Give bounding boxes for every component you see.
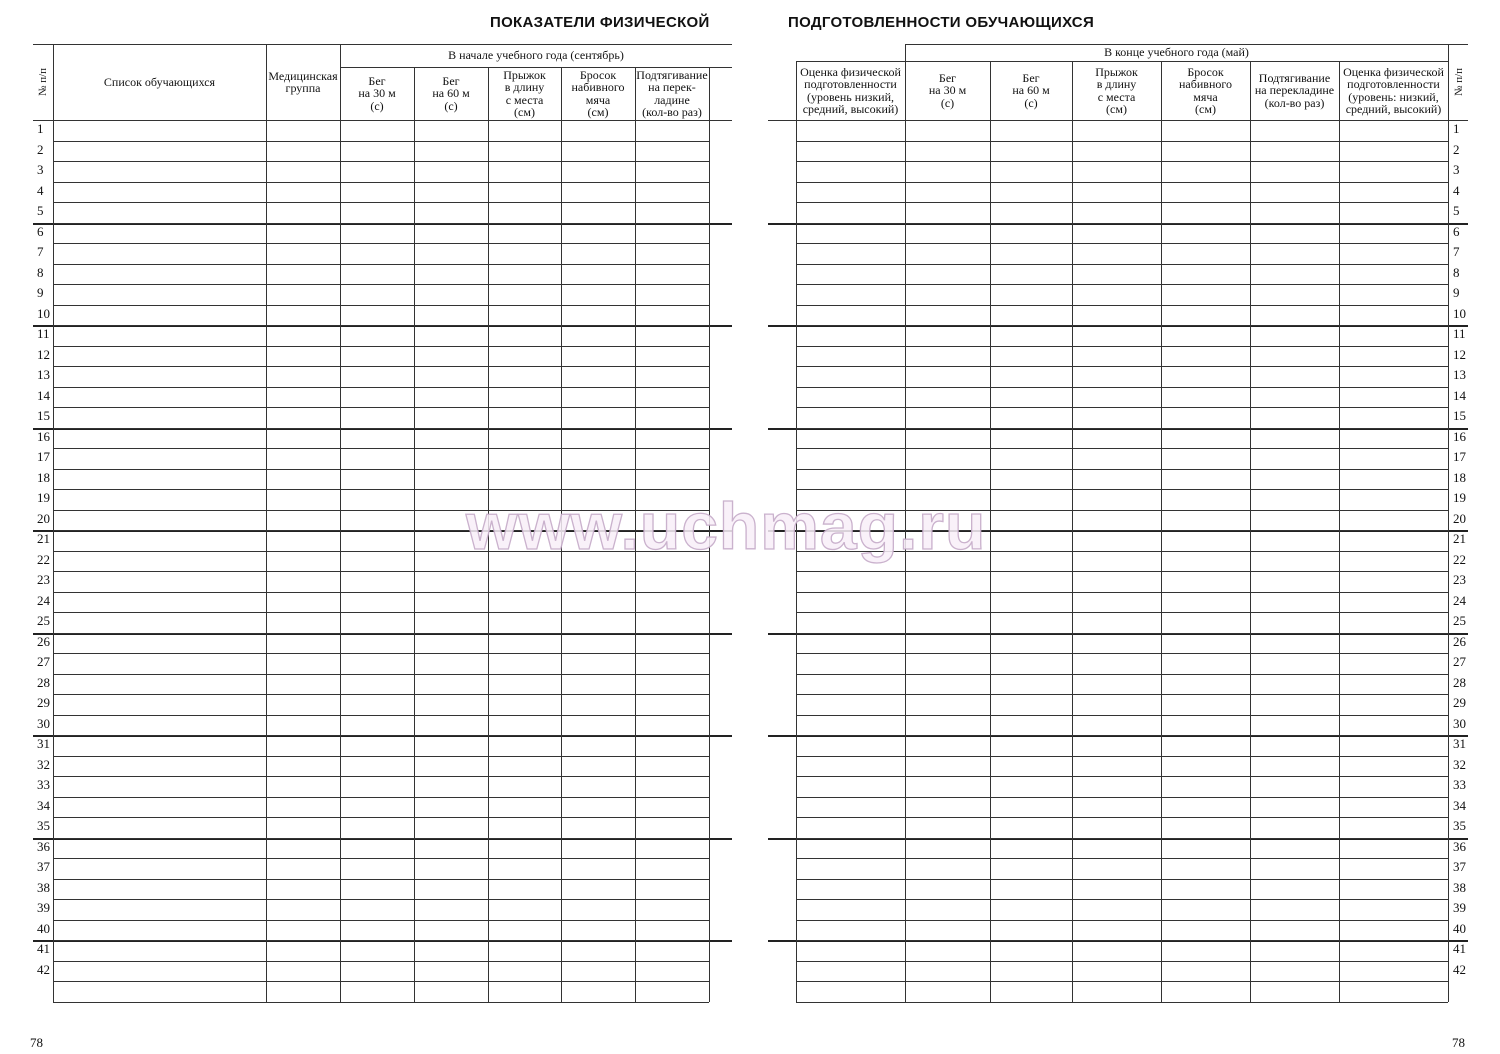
row-number-left: 17 xyxy=(37,449,50,464)
row-number-right: 39 xyxy=(1453,900,1466,915)
row-number-right: 8 xyxy=(1453,264,1460,280)
row-line xyxy=(796,592,1448,593)
row-line xyxy=(53,551,709,552)
grid-line xyxy=(488,67,489,1002)
column-header-left: Подтягивание на перек- ладине (кол-во раз) xyxy=(636,67,708,119)
header-bottom-line xyxy=(33,120,732,121)
row-number-left: 31 xyxy=(37,736,50,751)
row-number-right: 9 xyxy=(1453,285,1460,300)
page-number-left: 78 xyxy=(30,1035,43,1050)
row-line xyxy=(53,141,709,142)
column-header-left: Прыжок в длину с места (см) xyxy=(503,67,546,119)
row-number-left: 36 xyxy=(37,838,50,854)
row-number-right: 5 xyxy=(1453,203,1460,218)
row-number-right: 15 xyxy=(1453,408,1466,423)
row-number-left: 25 xyxy=(37,613,50,628)
row-line xyxy=(796,387,1448,388)
row-line xyxy=(53,797,709,798)
row-line xyxy=(796,141,1448,142)
row-number-left: 2 xyxy=(37,141,44,157)
row-line xyxy=(53,776,709,777)
row-line xyxy=(53,448,709,449)
grid-line xyxy=(1448,44,1449,1002)
row-number-left: 38 xyxy=(37,879,50,895)
row-line xyxy=(796,489,1448,490)
grid-line xyxy=(990,61,991,1002)
row-line xyxy=(796,571,1448,572)
row-number-left: 26 xyxy=(37,633,50,649)
row-line xyxy=(53,264,709,265)
grid-line xyxy=(561,67,562,1002)
row-number-left: 42 xyxy=(37,961,50,977)
row-line xyxy=(796,653,1448,654)
row-number-right: 22 xyxy=(1453,551,1466,567)
row-number-left: 41 xyxy=(37,941,50,956)
row-line xyxy=(796,161,1448,162)
row-line xyxy=(796,899,1448,900)
row-line xyxy=(796,428,1448,429)
row-line xyxy=(796,756,1448,757)
row-number-left: 12 xyxy=(37,346,50,362)
row-number-right: 37 xyxy=(1453,859,1466,874)
row-line xyxy=(53,981,709,982)
row-number-left: 13 xyxy=(37,367,50,382)
row-line xyxy=(53,182,709,183)
row-number-right: 36 xyxy=(1453,838,1466,854)
page-number-right: 78 xyxy=(1452,1035,1465,1050)
row-number-right: 19 xyxy=(1453,490,1466,505)
row-number-left: 8 xyxy=(37,264,44,280)
row-number-left: 29 xyxy=(37,695,50,710)
row-number-right: 34 xyxy=(1453,797,1466,813)
row-number-left: 1 xyxy=(37,121,44,136)
row-line xyxy=(53,428,709,429)
row-number-left: 16 xyxy=(37,428,50,444)
row-line xyxy=(796,284,1448,285)
row-line xyxy=(53,510,709,511)
row-line xyxy=(796,510,1448,511)
row-line xyxy=(796,1002,1448,1003)
row-line xyxy=(796,981,1448,982)
row-line xyxy=(796,817,1448,818)
row-number-right: 10 xyxy=(1453,305,1466,321)
row-number-left: 33 xyxy=(37,777,50,792)
row-number-left: 6 xyxy=(37,223,44,239)
row-line xyxy=(53,592,709,593)
row-line xyxy=(53,1002,709,1003)
grid-line xyxy=(709,67,710,1002)
row-number-right: 28 xyxy=(1453,674,1466,690)
row-line xyxy=(53,530,709,531)
row-number-left: 23 xyxy=(37,572,50,587)
row-number-left: 10 xyxy=(37,305,50,321)
row-number-right: 17 xyxy=(1453,449,1466,464)
row-line xyxy=(796,920,1448,921)
row-number-left: 15 xyxy=(37,408,50,423)
row-number-left: 28 xyxy=(37,674,50,690)
row-number-right: 11 xyxy=(1453,326,1466,341)
row-line xyxy=(53,202,709,203)
row-number-header: № п/п xyxy=(1453,67,1466,97)
grid-line xyxy=(796,61,797,1002)
row-number-right: 2 xyxy=(1453,141,1460,157)
start-of-year-header: В начале учебного года (сентябрь) xyxy=(448,48,624,63)
row-line xyxy=(53,920,709,921)
row-line xyxy=(53,346,709,347)
row-number-right: 23 xyxy=(1453,572,1466,587)
row-line xyxy=(53,961,709,962)
row-line xyxy=(53,284,709,285)
column-header-right: Оценка физической подготовленности (уровень низкий, средний, высокий) xyxy=(800,64,901,116)
row-number-right: 40 xyxy=(1453,920,1466,936)
grid-line xyxy=(340,44,341,1002)
grid-line xyxy=(905,44,906,1002)
row-line xyxy=(53,633,709,634)
row-line xyxy=(796,879,1448,880)
row-number-right: 42 xyxy=(1453,961,1466,977)
row-line xyxy=(53,940,709,941)
row-number-right: 16 xyxy=(1453,428,1466,444)
row-number-left: 30 xyxy=(37,715,50,731)
row-line xyxy=(796,838,1448,839)
row-line xyxy=(53,243,709,244)
row-line xyxy=(53,612,709,613)
medical-group-header: Медицинская группа xyxy=(268,68,338,95)
row-line xyxy=(53,858,709,859)
row-line xyxy=(796,202,1448,203)
column-header-left: Бег на 30 м (с) xyxy=(358,73,396,113)
row-number-left: 3 xyxy=(37,162,44,177)
column-header-right: Бег на 60 м (с) xyxy=(1012,70,1050,110)
row-number-left: 22 xyxy=(37,551,50,567)
row-number-right: 20 xyxy=(1453,510,1466,526)
column-header-left: Бросок набивного мяча (см) xyxy=(571,67,625,119)
row-number-left: 21 xyxy=(37,531,50,546)
row-number-right: 35 xyxy=(1453,818,1466,833)
row-number-right: 30 xyxy=(1453,715,1466,731)
grid-line xyxy=(1161,61,1162,1002)
grid-line xyxy=(266,44,267,1002)
row-line xyxy=(796,448,1448,449)
row-line xyxy=(796,776,1448,777)
row-line xyxy=(796,530,1448,531)
row-line xyxy=(53,161,709,162)
row-line xyxy=(53,489,709,490)
column-header-right: Подтягивание на перекладине (кол-во раз) xyxy=(1254,70,1335,110)
students-list-header: Список обучающихся xyxy=(103,74,216,89)
row-line xyxy=(796,694,1448,695)
row-line xyxy=(53,735,709,736)
row-line xyxy=(53,838,709,839)
row-line xyxy=(53,305,709,306)
row-number-right: 18 xyxy=(1453,469,1466,485)
row-line xyxy=(53,694,709,695)
row-line xyxy=(53,756,709,757)
row-number-right: 31 xyxy=(1453,736,1466,751)
row-number-right: 32 xyxy=(1453,756,1466,772)
row-number-left: 4 xyxy=(37,182,44,198)
row-line xyxy=(796,858,1448,859)
row-line xyxy=(53,407,709,408)
row-number-right: 29 xyxy=(1453,695,1466,710)
row-number-left: 37 xyxy=(37,859,50,874)
row-line xyxy=(796,366,1448,367)
row-number-left: 32 xyxy=(37,756,50,772)
row-number-right: 21 xyxy=(1453,531,1466,546)
row-line xyxy=(796,264,1448,265)
row-line xyxy=(53,715,709,716)
row-number-left: 19 xyxy=(37,490,50,505)
row-number-right: 24 xyxy=(1453,592,1466,608)
row-number-left: 20 xyxy=(37,510,50,526)
row-line xyxy=(53,387,709,388)
row-number-right: 1 xyxy=(1453,121,1460,136)
row-line xyxy=(796,735,1448,736)
grid-line xyxy=(1250,61,1251,1002)
row-number-right: 12 xyxy=(1453,346,1466,362)
row-number-left: 5 xyxy=(37,203,44,218)
row-line xyxy=(53,469,709,470)
row-line xyxy=(53,653,709,654)
row-number-left: 24 xyxy=(37,592,50,608)
row-number-right: 25 xyxy=(1453,613,1466,628)
row-number-left: 18 xyxy=(37,469,50,485)
row-line xyxy=(53,571,709,572)
column-header-right: Прыжок в длину с места (см) xyxy=(1095,64,1138,116)
row-number-right: 6 xyxy=(1453,223,1460,239)
column-header-right: Бег на 30 м (с) xyxy=(928,70,967,110)
grid-line xyxy=(635,67,636,1002)
row-number-left: 9 xyxy=(37,285,44,300)
grid-line xyxy=(53,44,54,1002)
row-number-right: 7 xyxy=(1453,244,1460,259)
row-number-left: 7 xyxy=(37,244,44,259)
row-number-header: № п/п xyxy=(37,67,50,97)
page-title-left: ПОКАЗАТЕЛИ ФИЗИЧЕСКОЙ xyxy=(490,14,710,31)
row-line xyxy=(796,961,1448,962)
row-line xyxy=(53,879,709,880)
row-line xyxy=(796,940,1448,941)
row-line xyxy=(796,612,1448,613)
row-number-left: 34 xyxy=(37,797,50,813)
row-line xyxy=(53,899,709,900)
row-line xyxy=(53,366,709,367)
row-line xyxy=(53,817,709,818)
grid-line xyxy=(1072,61,1073,1002)
row-number-left: 27 xyxy=(37,654,50,669)
row-line xyxy=(796,305,1448,306)
column-header-left: Бег на 60 м (с) xyxy=(432,73,470,113)
row-line xyxy=(796,182,1448,183)
row-line xyxy=(796,223,1448,224)
header-bottom-line xyxy=(768,120,1468,121)
row-line xyxy=(796,551,1448,552)
grid-line xyxy=(1339,61,1340,1002)
row-number-right: 14 xyxy=(1453,387,1466,403)
row-line xyxy=(796,243,1448,244)
row-number-left: 35 xyxy=(37,818,50,833)
row-line xyxy=(53,325,709,326)
row-line xyxy=(796,797,1448,798)
row-number-right: 27 xyxy=(1453,654,1466,669)
row-number-right: 38 xyxy=(1453,879,1466,895)
row-line xyxy=(796,674,1448,675)
end-of-year-header: В конце учебного года (май) xyxy=(1104,45,1249,60)
row-line xyxy=(796,715,1448,716)
row-line xyxy=(53,674,709,675)
watermark: www.uchmag.ru xyxy=(466,489,987,563)
row-number-right: 33 xyxy=(1453,777,1466,792)
row-number-right: 26 xyxy=(1453,633,1466,649)
grid-line xyxy=(414,67,415,1002)
column-header-right: Оценка физической подготовленности (уровень: низкий, средний, высокий) xyxy=(1343,64,1444,116)
row-line xyxy=(53,223,709,224)
row-number-right: 41 xyxy=(1453,941,1466,956)
row-line xyxy=(796,346,1448,347)
row-number-left: 40 xyxy=(37,920,50,936)
row-line xyxy=(796,633,1448,634)
row-number-left: 11 xyxy=(37,326,50,341)
page-title-right: ПОДГОТОВЛЕННОСТИ ОБУЧАЮЩИХСЯ xyxy=(788,14,1095,31)
row-number-left: 39 xyxy=(37,900,50,915)
row-number-right: 3 xyxy=(1453,162,1460,177)
row-line xyxy=(796,325,1448,326)
row-line xyxy=(796,469,1448,470)
row-number-right: 13 xyxy=(1453,367,1466,382)
row-number-right: 4 xyxy=(1453,182,1460,198)
column-header-right: Бросок набивного мяча (см) xyxy=(1179,64,1232,116)
row-line xyxy=(796,407,1448,408)
row-number-left: 14 xyxy=(37,387,50,403)
